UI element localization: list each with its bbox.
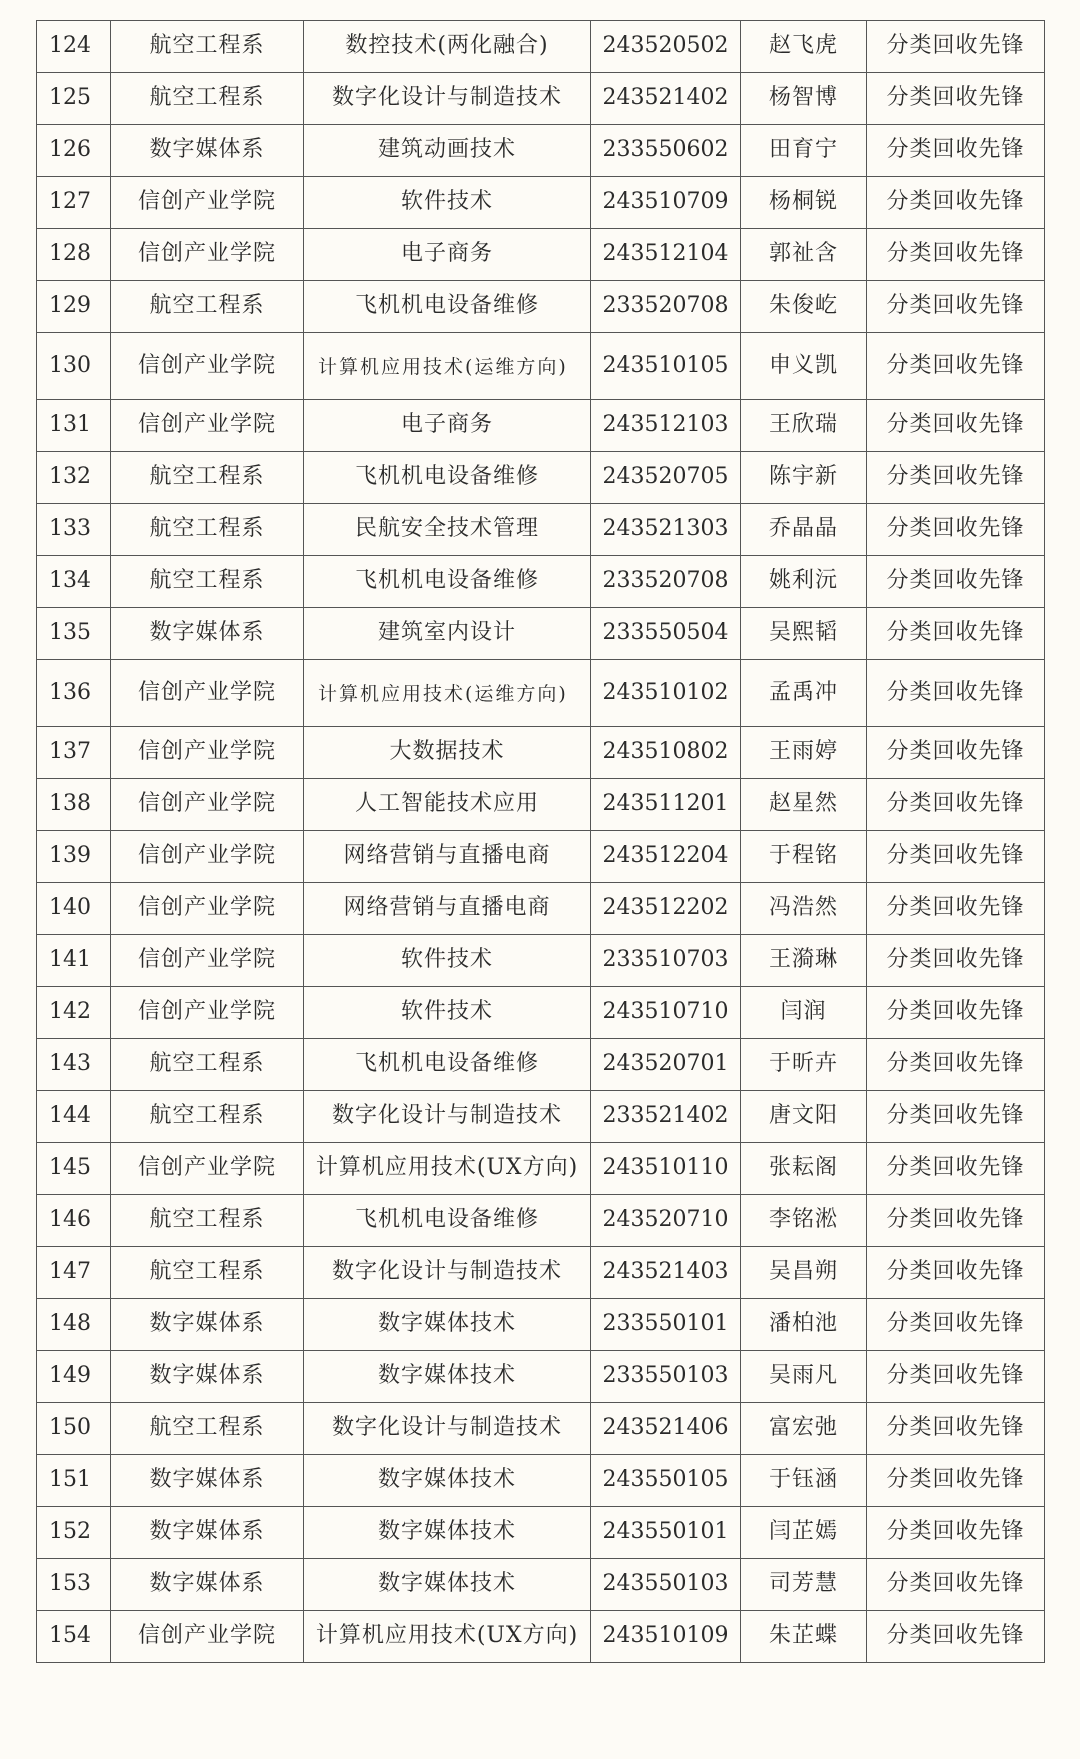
award-title-cell: 分类回收先锋 (867, 1039, 1045, 1091)
award-title-cell: 分类回收先锋 (867, 504, 1045, 556)
award-title-cell: 分类回收先锋 (867, 229, 1045, 281)
major-cell: 计算机应用技术(UX方向) (304, 1143, 591, 1195)
student-id-cell: 243550101 (591, 1507, 741, 1559)
department-cell: 数字媒体系 (111, 1455, 304, 1507)
row-number-cell: 136 (37, 660, 111, 727)
major-cell: 人工智能技术应用 (304, 779, 591, 831)
department-cell: 数字媒体系 (111, 608, 304, 660)
department-cell: 航空工程系 (111, 504, 304, 556)
major-cell: 数字媒体技术 (304, 1455, 591, 1507)
student-id-cell: 243510105 (591, 333, 741, 400)
row-number-cell: 134 (37, 556, 111, 608)
student-id-cell: 233550103 (591, 1351, 741, 1403)
student-name-cell: 朱俊屹 (741, 281, 867, 333)
student-name-cell: 吴熙韬 (741, 608, 867, 660)
table-row (37, 504, 1045, 556)
award-title-cell: 分类回收先锋 (867, 1143, 1045, 1195)
row-number-cell: 125 (37, 73, 111, 125)
major-cell: 数字化设计与制造技术 (304, 1403, 591, 1455)
award-list-sheet (36, 20, 1044, 1663)
student-id-cell: 233520708 (591, 281, 741, 333)
major-cell: 计算机应用技术(运维方向) (304, 660, 591, 727)
student-name-cell: 王欣瑞 (741, 400, 867, 452)
table-row (37, 333, 1045, 400)
major-cell: 民航安全技术管理 (304, 504, 591, 556)
department-cell: 航空工程系 (111, 73, 304, 125)
department-cell: 信创产业学院 (111, 831, 304, 883)
student-id-cell: 243510710 (591, 987, 741, 1039)
award-title-cell: 分类回收先锋 (867, 1403, 1045, 1455)
table-row (37, 1195, 1045, 1247)
major-cell: 飞机机电设备维修 (304, 1195, 591, 1247)
award-title-cell: 分类回收先锋 (867, 281, 1045, 333)
department-cell: 信创产业学院 (111, 987, 304, 1039)
major-cell: 数字媒体技术 (304, 1351, 591, 1403)
award-title-cell: 分类回收先锋 (867, 452, 1045, 504)
row-number-cell: 129 (37, 281, 111, 333)
award-title-cell: 分类回收先锋 (867, 1455, 1045, 1507)
row-number-cell: 141 (37, 935, 111, 987)
table-row (37, 73, 1045, 125)
student-id-cell: 243511201 (591, 779, 741, 831)
department-cell: 信创产业学院 (111, 779, 304, 831)
student-id-cell: 243510709 (591, 177, 741, 229)
student-name-cell: 乔晶晶 (741, 504, 867, 556)
award-title-cell: 分类回收先锋 (867, 1195, 1045, 1247)
major-cell: 数字媒体技术 (304, 1299, 591, 1351)
row-number-cell: 140 (37, 883, 111, 935)
student-id-cell: 233510703 (591, 935, 741, 987)
table-row (37, 1351, 1045, 1403)
department-cell: 数字媒体系 (111, 1351, 304, 1403)
row-number-cell: 135 (37, 608, 111, 660)
department-cell: 信创产业学院 (111, 1143, 304, 1195)
row-number-cell: 143 (37, 1039, 111, 1091)
table-row (37, 660, 1045, 727)
major-cell: 建筑室内设计 (304, 608, 591, 660)
award-title-cell: 分类回收先锋 (867, 556, 1045, 608)
table-row (37, 779, 1045, 831)
row-number-cell: 145 (37, 1143, 111, 1195)
student-id-cell: 243521402 (591, 73, 741, 125)
department-cell: 信创产业学院 (111, 229, 304, 281)
major-cell: 飞机机电设备维修 (304, 1039, 591, 1091)
row-number-cell: 148 (37, 1299, 111, 1351)
award-title-cell: 分类回收先锋 (867, 1507, 1045, 1559)
award-title-cell: 分类回收先锋 (867, 1091, 1045, 1143)
row-number-cell: 130 (37, 333, 111, 400)
student-id-cell: 243521406 (591, 1403, 741, 1455)
student-name-cell: 王雨婷 (741, 727, 867, 779)
student-id-cell: 243550105 (591, 1455, 741, 1507)
row-number-cell: 127 (37, 177, 111, 229)
department-cell: 信创产业学院 (111, 333, 304, 400)
department-cell: 航空工程系 (111, 1039, 304, 1091)
student-name-cell: 赵飞虎 (741, 21, 867, 73)
department-cell: 信创产业学院 (111, 660, 304, 727)
major-cell: 飞机机电设备维修 (304, 452, 591, 504)
table-row (37, 608, 1045, 660)
row-number-cell: 147 (37, 1247, 111, 1299)
row-number-cell: 146 (37, 1195, 111, 1247)
major-cell: 计算机应用技术(运维方向) (304, 333, 591, 400)
award-title-cell: 分类回收先锋 (867, 779, 1045, 831)
table-row (37, 883, 1045, 935)
award-title-cell: 分类回收先锋 (867, 73, 1045, 125)
major-cell: 网络营销与直播电商 (304, 883, 591, 935)
major-cell: 计算机应用技术(UX方向) (304, 1611, 591, 1663)
student-name-cell: 富宏弛 (741, 1403, 867, 1455)
major-cell: 软件技术 (304, 177, 591, 229)
award-title-cell: 分类回收先锋 (867, 608, 1045, 660)
student-id-cell: 243550103 (591, 1559, 741, 1611)
student-name-cell: 姚利沅 (741, 556, 867, 608)
student-id-cell: 243510110 (591, 1143, 741, 1195)
student-name-cell: 于昕卉 (741, 1039, 867, 1091)
row-number-cell: 131 (37, 400, 111, 452)
major-cell: 数字化设计与制造技术 (304, 73, 591, 125)
table-row (37, 400, 1045, 452)
row-number-cell: 149 (37, 1351, 111, 1403)
award-title-cell: 分类回收先锋 (867, 1299, 1045, 1351)
table-row (37, 1507, 1045, 1559)
student-name-cell: 吴昌朔 (741, 1247, 867, 1299)
department-cell: 航空工程系 (111, 1247, 304, 1299)
department-cell: 信创产业学院 (111, 935, 304, 987)
award-title-cell: 分类回收先锋 (867, 125, 1045, 177)
row-number-cell: 144 (37, 1091, 111, 1143)
table-row (37, 1039, 1045, 1091)
student-name-cell: 于程铭 (741, 831, 867, 883)
table-row (37, 935, 1045, 987)
award-title-cell: 分类回收先锋 (867, 1351, 1045, 1403)
department-cell: 数字媒体系 (111, 1559, 304, 1611)
award-title-cell: 分类回收先锋 (867, 1247, 1045, 1299)
student-name-cell: 司芳慧 (741, 1559, 867, 1611)
department-cell: 航空工程系 (111, 1091, 304, 1143)
department-cell: 航空工程系 (111, 281, 304, 333)
student-id-cell: 243520710 (591, 1195, 741, 1247)
table-row (37, 727, 1045, 779)
award-title-cell: 分类回收先锋 (867, 660, 1045, 727)
student-name-cell: 申义凯 (741, 333, 867, 400)
department-cell: 数字媒体系 (111, 125, 304, 177)
student-id-cell: 243520705 (591, 452, 741, 504)
student-id-cell: 243512202 (591, 883, 741, 935)
student-id-cell: 243512103 (591, 400, 741, 452)
major-cell: 大数据技术 (304, 727, 591, 779)
table-row (37, 831, 1045, 883)
department-cell: 数字媒体系 (111, 1299, 304, 1351)
student-id-cell: 243520502 (591, 21, 741, 73)
major-cell: 数字媒体技术 (304, 1559, 591, 1611)
table-row (37, 125, 1045, 177)
row-number-cell: 151 (37, 1455, 111, 1507)
row-number-cell: 138 (37, 779, 111, 831)
row-number-cell: 152 (37, 1507, 111, 1559)
major-cell: 飞机机电设备维修 (304, 556, 591, 608)
table-row (37, 281, 1045, 333)
student-name-cell: 朱芷蝶 (741, 1611, 867, 1663)
student-name-cell: 闫芷嫣 (741, 1507, 867, 1559)
row-number-cell: 124 (37, 21, 111, 73)
row-number-cell: 128 (37, 229, 111, 281)
student-name-cell: 吴雨凡 (741, 1351, 867, 1403)
student-id-cell: 233550504 (591, 608, 741, 660)
major-cell: 数字化设计与制造技术 (304, 1247, 591, 1299)
table-row (37, 987, 1045, 1039)
major-cell: 网络营销与直播电商 (304, 831, 591, 883)
department-cell: 信创产业学院 (111, 727, 304, 779)
major-cell: 数控技术(两化融合) (304, 21, 591, 73)
student-name-cell: 唐文阳 (741, 1091, 867, 1143)
student-id-cell: 243510109 (591, 1611, 741, 1663)
award-title-cell: 分类回收先锋 (867, 21, 1045, 73)
major-cell: 数字媒体技术 (304, 1507, 591, 1559)
department-cell: 信创产业学院 (111, 1611, 304, 1663)
row-number-cell: 153 (37, 1559, 111, 1611)
major-cell: 建筑动画技术 (304, 125, 591, 177)
major-cell: 电子商务 (304, 229, 591, 281)
student-name-cell: 张耘阁 (741, 1143, 867, 1195)
student-id-cell: 243510102 (591, 660, 741, 727)
student-name-cell: 孟禹冲 (741, 660, 867, 727)
department-cell: 信创产业学院 (111, 883, 304, 935)
award-title-cell: 分类回收先锋 (867, 1611, 1045, 1663)
row-number-cell: 139 (37, 831, 111, 883)
award-table (36, 20, 1045, 1663)
row-number-cell: 133 (37, 504, 111, 556)
student-id-cell: 243521403 (591, 1247, 741, 1299)
student-id-cell: 233520708 (591, 556, 741, 608)
award-title-cell: 分类回收先锋 (867, 987, 1045, 1039)
student-name-cell: 冯浩然 (741, 883, 867, 935)
department-cell: 信创产业学院 (111, 400, 304, 452)
award-title-cell: 分类回收先锋 (867, 177, 1045, 229)
table-row (37, 556, 1045, 608)
department-cell: 航空工程系 (111, 21, 304, 73)
student-name-cell: 于钰涵 (741, 1455, 867, 1507)
row-number-cell: 154 (37, 1611, 111, 1663)
award-title-cell: 分类回收先锋 (867, 1559, 1045, 1611)
department-cell: 信创产业学院 (111, 177, 304, 229)
student-name-cell: 田育宁 (741, 125, 867, 177)
student-name-cell: 赵星然 (741, 779, 867, 831)
student-name-cell: 潘柏池 (741, 1299, 867, 1351)
student-id-cell: 233550602 (591, 125, 741, 177)
major-cell: 软件技术 (304, 987, 591, 1039)
row-number-cell: 150 (37, 1403, 111, 1455)
award-title-cell: 分类回收先锋 (867, 400, 1045, 452)
table-row (37, 1247, 1045, 1299)
department-cell: 航空工程系 (111, 1195, 304, 1247)
department-cell: 航空工程系 (111, 1403, 304, 1455)
student-id-cell: 233550101 (591, 1299, 741, 1351)
student-id-cell: 243521303 (591, 504, 741, 556)
major-cell: 软件技术 (304, 935, 591, 987)
award-title-cell: 分类回收先锋 (867, 333, 1045, 400)
row-number-cell: 142 (37, 987, 111, 1039)
award-table-body (37, 21, 1045, 1663)
table-row (37, 1299, 1045, 1351)
student-name-cell: 郭祉含 (741, 229, 867, 281)
student-name-cell: 陈宇新 (741, 452, 867, 504)
award-title-cell: 分类回收先锋 (867, 727, 1045, 779)
student-id-cell: 243510802 (591, 727, 741, 779)
table-row (37, 1091, 1045, 1143)
row-number-cell: 137 (37, 727, 111, 779)
table-row (37, 1611, 1045, 1663)
student-id-cell: 243512104 (591, 229, 741, 281)
award-title-cell: 分类回收先锋 (867, 935, 1045, 987)
table-row (37, 177, 1045, 229)
major-cell: 数字化设计与制造技术 (304, 1091, 591, 1143)
student-name-cell: 王漪琳 (741, 935, 867, 987)
award-title-cell: 分类回收先锋 (867, 831, 1045, 883)
award-title-cell: 分类回收先锋 (867, 883, 1045, 935)
department-cell: 数字媒体系 (111, 1507, 304, 1559)
student-name-cell: 闫润 (741, 987, 867, 1039)
student-id-cell: 233521402 (591, 1091, 741, 1143)
student-name-cell: 杨桐锐 (741, 177, 867, 229)
table-row (37, 1455, 1045, 1507)
student-id-cell: 243520701 (591, 1039, 741, 1091)
student-name-cell: 杨智博 (741, 73, 867, 125)
department-cell: 航空工程系 (111, 452, 304, 504)
major-cell: 电子商务 (304, 400, 591, 452)
table-row (37, 1559, 1045, 1611)
student-name-cell: 李铭淞 (741, 1195, 867, 1247)
student-id-cell: 243512204 (591, 831, 741, 883)
department-cell: 航空工程系 (111, 556, 304, 608)
table-row (37, 1403, 1045, 1455)
major-cell: 飞机机电设备维修 (304, 281, 591, 333)
table-row (37, 229, 1045, 281)
table-row (37, 452, 1045, 504)
row-number-cell: 126 (37, 125, 111, 177)
row-number-cell: 132 (37, 452, 111, 504)
table-row (37, 1143, 1045, 1195)
table-row (37, 21, 1045, 73)
